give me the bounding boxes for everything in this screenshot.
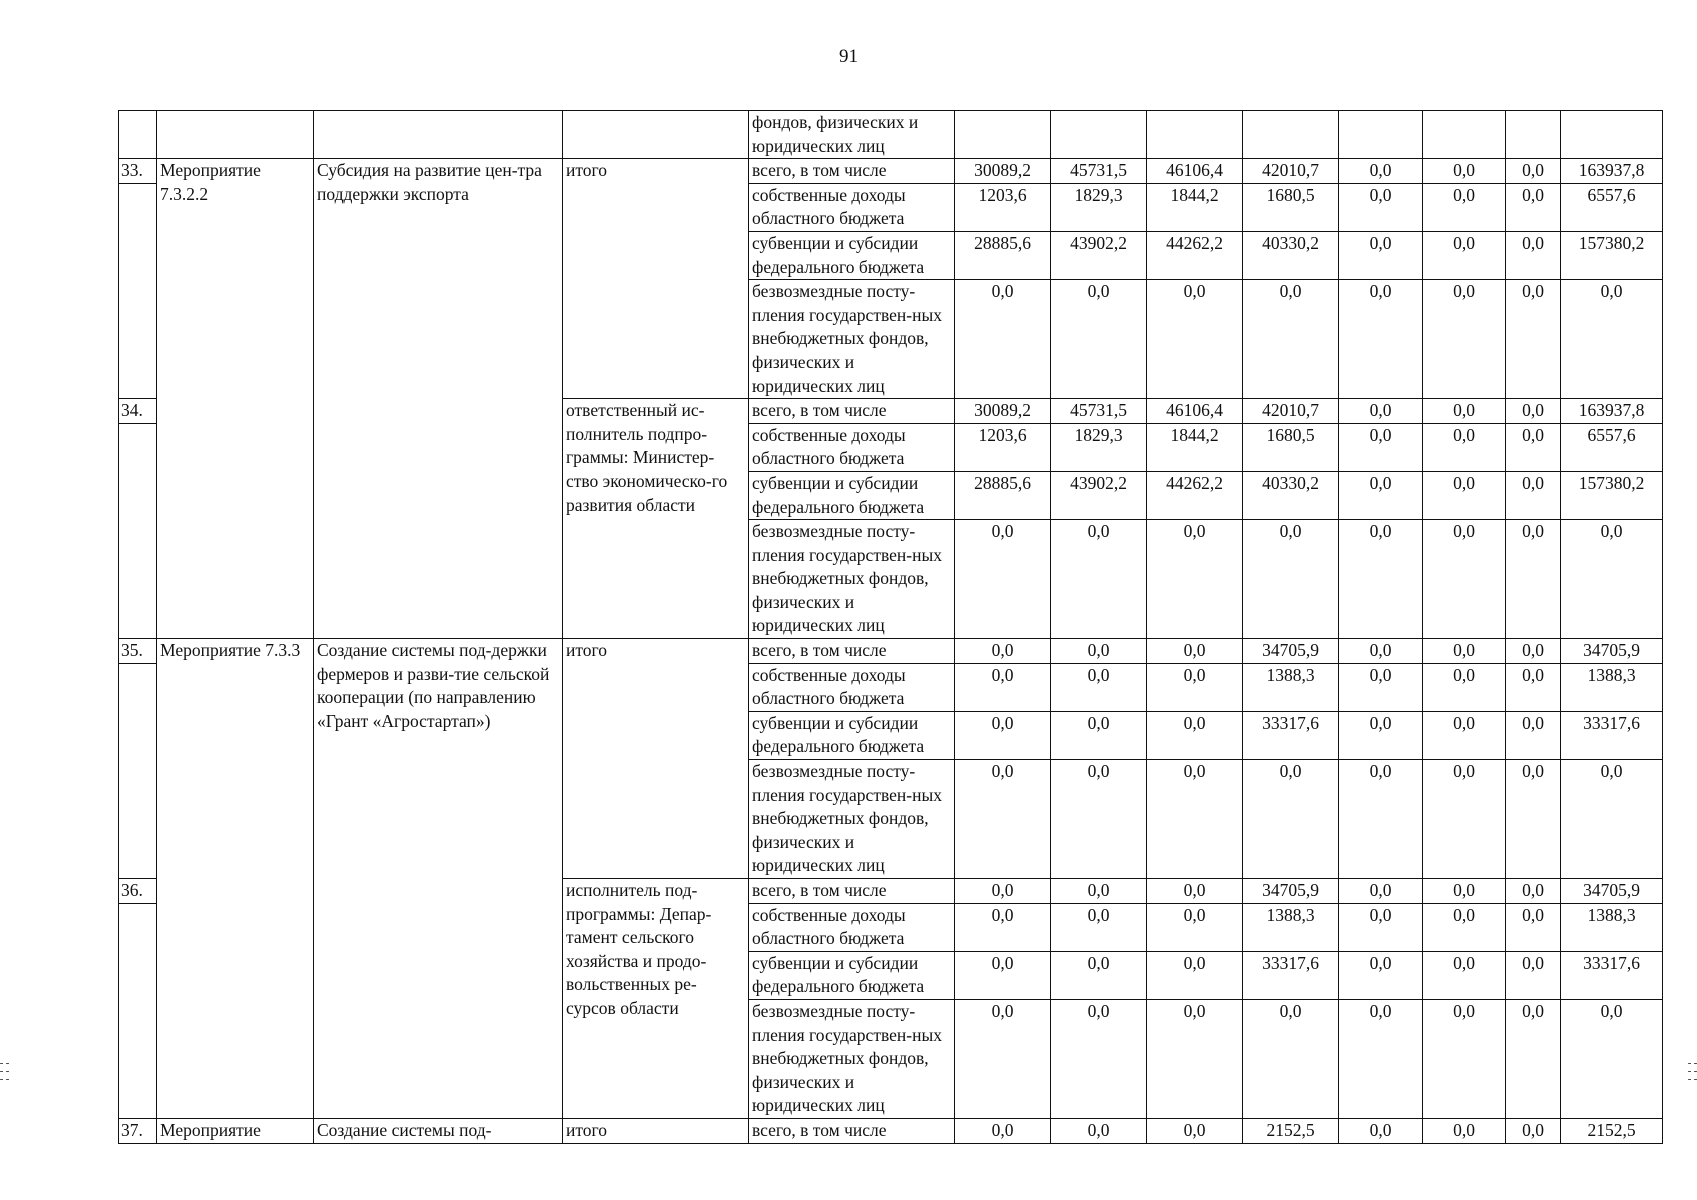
- executor-cell: итого: [563, 159, 749, 399]
- value-cell: 34705,9: [1561, 639, 1663, 664]
- value-cell: 0,0: [955, 663, 1051, 711]
- executor-cell: итого: [563, 1118, 749, 1143]
- value-cell: 0,0: [955, 711, 1051, 759]
- value-cell: 0,0: [1423, 711, 1506, 759]
- value-cell: 0,0: [955, 520, 1051, 639]
- value-cell: 0,0: [1339, 663, 1423, 711]
- value-cell: 0,0: [1147, 999, 1243, 1118]
- funding-source-label: субвенции и субсидии федерального бюджета: [749, 711, 955, 759]
- value-cell: 1844,2: [1147, 183, 1243, 231]
- value-cell: 1203,6: [955, 423, 1051, 471]
- value-cell: [1423, 111, 1506, 159]
- table-row: [119, 111, 1663, 159]
- value-cell: 157380,2: [1561, 231, 1663, 279]
- value-cell: 0,0: [1506, 423, 1561, 471]
- value-cell: 0,0: [1423, 951, 1506, 999]
- executor-cell: [563, 111, 749, 159]
- value-cell: 0,0: [1051, 1118, 1147, 1143]
- value-cell: 0,0: [1423, 639, 1506, 664]
- row-number: 35.: [119, 639, 157, 664]
- value-cell: 0,0: [1243, 999, 1339, 1118]
- value-cell: 33317,6: [1243, 711, 1339, 759]
- value-cell: 43902,2: [1051, 231, 1147, 279]
- value-cell: 163937,8: [1561, 399, 1663, 424]
- funding-source-label: всего, в том числе: [749, 159, 955, 184]
- value-cell: 1388,3: [1243, 903, 1339, 951]
- value-cell: 0,0: [1506, 231, 1561, 279]
- value-cell: [955, 111, 1051, 159]
- value-cell: 1203,6: [955, 183, 1051, 231]
- value-cell: 0,0: [1506, 711, 1561, 759]
- funding-source-label: безвозмездные посту-пления государствен-ных внебюджетных фондов, физических и юридических лиц: [749, 280, 955, 399]
- value-cell: [1561, 111, 1663, 159]
- executor-cell: итого: [563, 639, 749, 879]
- value-cell: 46106,4: [1147, 159, 1243, 184]
- funding-source-label: фондов, физических и юридических лиц: [749, 111, 955, 159]
- value-cell: 0,0: [1339, 879, 1423, 904]
- value-cell: 1844,2: [1147, 423, 1243, 471]
- value-cell: 0,0: [1423, 520, 1506, 639]
- value-cell: 0,0: [1147, 520, 1243, 639]
- value-cell: 0,0: [1243, 280, 1339, 399]
- value-cell: 1829,3: [1051, 423, 1147, 471]
- executor-cell: исполнитель под-программы: Депар-тамент сельского хозяйства и продо-вольственных ре-сурсов области: [563, 879, 749, 1119]
- value-cell: 1388,3: [1561, 663, 1663, 711]
- value-cell: 0,0: [1339, 423, 1423, 471]
- value-cell: 34705,9: [1243, 879, 1339, 904]
- value-cell: 0,0: [1339, 231, 1423, 279]
- value-cell: 0,0: [1147, 879, 1243, 904]
- value-cell: 2152,5: [1561, 1118, 1663, 1143]
- value-cell: 0,0: [1243, 520, 1339, 639]
- value-cell: 157380,2: [1561, 471, 1663, 519]
- scan-edge-mark: [1688, 1071, 1697, 1072]
- value-cell: 0,0: [1147, 1118, 1243, 1143]
- funding-source-label: собственные доходы областного бюджета: [749, 903, 955, 951]
- value-cell: 0,0: [1423, 399, 1506, 424]
- value-cell: 46106,4: [1147, 399, 1243, 424]
- value-cell: 0,0: [955, 639, 1051, 664]
- budget-table: [118, 110, 1663, 1144]
- measure-description: Субсидия на развитие цен-тра поддержки экспорта: [314, 159, 563, 639]
- row-number-empty: [119, 903, 157, 1118]
- value-cell: 0,0: [1051, 520, 1147, 639]
- row-number: 36.: [119, 879, 157, 904]
- table-row: [119, 639, 1663, 664]
- value-cell: 0,0: [1339, 711, 1423, 759]
- measure-description: Создание системы под-: [314, 1118, 563, 1143]
- funding-source-label: безвозмездные посту-пления государствен-ных внебюджетных фондов, физических и юридических лиц: [749, 999, 955, 1118]
- value-cell: 0,0: [1051, 903, 1147, 951]
- value-cell: 6557,6: [1561, 423, 1663, 471]
- value-cell: 34705,9: [1561, 879, 1663, 904]
- value-cell: 0,0: [1051, 879, 1147, 904]
- value-cell: 44262,2: [1147, 231, 1243, 279]
- funding-source-label: всего, в том числе: [749, 399, 955, 424]
- value-cell: 0,0: [1339, 951, 1423, 999]
- value-cell: 6557,6: [1561, 183, 1663, 231]
- value-cell: 0,0: [1423, 760, 1506, 879]
- value-cell: [1243, 111, 1339, 159]
- value-cell: 0,0: [1506, 399, 1561, 424]
- value-cell: 0,0: [1506, 951, 1561, 999]
- value-cell: 0,0: [1423, 231, 1506, 279]
- value-cell: [1051, 111, 1147, 159]
- funding-source-label: собственные доходы областного бюджета: [749, 423, 955, 471]
- value-cell: 0,0: [1339, 280, 1423, 399]
- value-cell: 1680,5: [1243, 423, 1339, 471]
- funding-source-label: безвозмездные посту-пления государствен-ных внебюджетных фондов, физических и юридических лиц: [749, 520, 955, 639]
- scan-edge-mark: [1688, 1063, 1697, 1064]
- value-cell: 2152,5: [1243, 1118, 1339, 1143]
- row-number: 34.: [119, 399, 157, 424]
- value-cell: 40330,2: [1243, 471, 1339, 519]
- row-number: 37.: [119, 1118, 157, 1143]
- value-cell: 0,0: [1423, 183, 1506, 231]
- value-cell: 0,0: [955, 280, 1051, 399]
- value-cell: 0,0: [1339, 520, 1423, 639]
- value-cell: 0,0: [1561, 280, 1663, 399]
- value-cell: 0,0: [1339, 639, 1423, 664]
- value-cell: 0,0: [1147, 711, 1243, 759]
- value-cell: [1506, 111, 1561, 159]
- value-cell: 0,0: [1506, 280, 1561, 399]
- funding-source-label: субвенции и субсидии федерального бюджета: [749, 471, 955, 519]
- scan-edge-mark: [0, 1079, 9, 1080]
- value-cell: 0,0: [1506, 663, 1561, 711]
- value-cell: 0,0: [1051, 951, 1147, 999]
- table-row: [119, 159, 1663, 184]
- value-cell: 0,0: [1339, 760, 1423, 879]
- funding-source-label: всего, в том числе: [749, 639, 955, 664]
- value-cell: 0,0: [1339, 399, 1423, 424]
- value-cell: 1829,3: [1051, 183, 1147, 231]
- value-cell: 0,0: [955, 879, 1051, 904]
- value-cell: 30089,2: [955, 159, 1051, 184]
- value-cell: 1680,5: [1243, 183, 1339, 231]
- value-cell: 33317,6: [1561, 951, 1663, 999]
- value-cell: 0,0: [1423, 471, 1506, 519]
- measure-name: Мероприятие 7.3.3: [157, 639, 314, 1119]
- value-cell: 0,0: [1506, 471, 1561, 519]
- row-number-empty: [119, 663, 157, 878]
- value-cell: 1388,3: [1561, 903, 1663, 951]
- value-cell: 30089,2: [955, 399, 1051, 424]
- value-cell: 0,0: [955, 951, 1051, 999]
- value-cell: 163937,8: [1561, 159, 1663, 184]
- value-cell: 42010,7: [1243, 159, 1339, 184]
- value-cell: 0,0: [1147, 760, 1243, 879]
- value-cell: 0,0: [1506, 520, 1561, 639]
- value-cell: 0,0: [1506, 879, 1561, 904]
- row-number-empty: [119, 183, 157, 398]
- measure-description: [314, 111, 563, 159]
- value-cell: 0,0: [1147, 951, 1243, 999]
- value-cell: 0,0: [1423, 879, 1506, 904]
- scan-edge-mark: [1688, 1079, 1697, 1080]
- value-cell: 0,0: [1506, 183, 1561, 231]
- funding-source-label: всего, в том числе: [749, 1118, 955, 1143]
- scan-edge-mark: [0, 1063, 9, 1064]
- value-cell: 0,0: [1051, 999, 1147, 1118]
- value-cell: [1339, 111, 1423, 159]
- value-cell: 0,0: [1339, 183, 1423, 231]
- value-cell: 0,0: [1423, 1118, 1506, 1143]
- funding-source-label: субвенции и субсидии федерального бюджета: [749, 231, 955, 279]
- value-cell: 0,0: [1423, 903, 1506, 951]
- value-cell: 0,0: [1506, 159, 1561, 184]
- funding-source-label: собственные доходы областного бюджета: [749, 183, 955, 231]
- value-cell: 0,0: [1423, 159, 1506, 184]
- value-cell: 45731,5: [1051, 399, 1147, 424]
- value-cell: 0,0: [1051, 760, 1147, 879]
- value-cell: 0,0: [1423, 423, 1506, 471]
- value-cell: 0,0: [955, 1118, 1051, 1143]
- table-row: [119, 1118, 1663, 1143]
- row-number-empty: [119, 423, 157, 638]
- value-cell: 0,0: [1506, 639, 1561, 664]
- value-cell: 0,0: [1147, 903, 1243, 951]
- value-cell: 0,0: [955, 999, 1051, 1118]
- value-cell: 0,0: [1243, 760, 1339, 879]
- scan-edge-mark: [0, 1071, 9, 1072]
- measure-name: Мероприятие: [157, 1118, 314, 1143]
- value-cell: 0,0: [1051, 639, 1147, 664]
- measure-name: [157, 111, 314, 159]
- row-number: 33.: [119, 159, 157, 184]
- page-number: 91: [839, 46, 858, 67]
- value-cell: 0,0: [955, 903, 1051, 951]
- value-cell: 0,0: [1561, 760, 1663, 879]
- funding-source-label: всего, в том числе: [749, 879, 955, 904]
- value-cell: 0,0: [955, 760, 1051, 879]
- value-cell: 40330,2: [1243, 231, 1339, 279]
- funding-source-label: безвозмездные посту-пления государствен-ных внебюджетных фондов, физических и юридических лиц: [749, 760, 955, 879]
- value-cell: 28885,6: [955, 231, 1051, 279]
- value-cell: 0,0: [1561, 520, 1663, 639]
- value-cell: 28885,6: [955, 471, 1051, 519]
- value-cell: 0,0: [1506, 903, 1561, 951]
- value-cell: 0,0: [1051, 280, 1147, 399]
- value-cell: 0,0: [1051, 711, 1147, 759]
- value-cell: 0,0: [1339, 1118, 1423, 1143]
- value-cell: 0,0: [1147, 663, 1243, 711]
- value-cell: 0,0: [1339, 159, 1423, 184]
- value-cell: 0,0: [1423, 663, 1506, 711]
- value-cell: 1388,3: [1243, 663, 1339, 711]
- measure-name: Мероприятие 7.3.2.2: [157, 159, 314, 639]
- value-cell: 0,0: [1339, 471, 1423, 519]
- row-number: [119, 111, 157, 159]
- value-cell: 0,0: [1147, 280, 1243, 399]
- value-cell: 0,0: [1561, 999, 1663, 1118]
- value-cell: 0,0: [1506, 760, 1561, 879]
- executor-cell: ответственный ис-полнитель подпро-граммы: Министер-ство экономическо-го развития области: [563, 399, 749, 639]
- value-cell: 33317,6: [1243, 951, 1339, 999]
- value-cell: 34705,9: [1243, 639, 1339, 664]
- value-cell: 44262,2: [1147, 471, 1243, 519]
- value-cell: 42010,7: [1243, 399, 1339, 424]
- measure-description: Создание системы под-держки фермеров и разви-тие сельской кооперации (по направлению «Грант «Агростартап»): [314, 639, 563, 1119]
- value-cell: 0,0: [1423, 280, 1506, 399]
- funding-source-label: субвенции и субсидии федерального бюджета: [749, 951, 955, 999]
- value-cell: 0,0: [1506, 1118, 1561, 1143]
- value-cell: 33317,6: [1561, 711, 1663, 759]
- value-cell: 0,0: [1147, 639, 1243, 664]
- value-cell: 45731,5: [1051, 159, 1147, 184]
- value-cell: 43902,2: [1051, 471, 1147, 519]
- value-cell: 0,0: [1051, 663, 1147, 711]
- value-cell: 0,0: [1339, 903, 1423, 951]
- value-cell: 0,0: [1339, 999, 1423, 1118]
- value-cell: 0,0: [1506, 999, 1561, 1118]
- value-cell: 0,0: [1423, 999, 1506, 1118]
- value-cell: [1147, 111, 1243, 159]
- funding-source-label: собственные доходы областного бюджета: [749, 663, 955, 711]
